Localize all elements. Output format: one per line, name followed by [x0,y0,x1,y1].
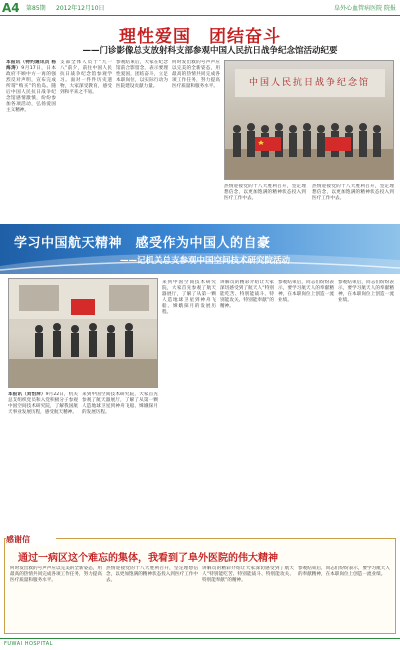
story2-column-2 [162,280,216,534]
masthead [0,0,400,16]
story1-column-3 [116,60,168,220]
issue-number: 第85期 [26,5,46,12]
story2-col1-text: 9月22日，机关总支组织党员和入党积极分子参观中国空间技术研究院，了解我国航天事业发展历程，感受航天精神。 [8,392,78,415]
thanks-column-1 [10,566,102,632]
story1-headline: 理性爱国 团结奋斗 [119,27,281,47]
story1-column-4 [172,60,220,220]
story2-col5-text: 参观结束后，同志们纷纷表示，要学习航天人的奉献精神，在本职岗位上创造一流业绩。 [338,280,394,303]
thanks-column-4 [298,566,390,632]
story1-col2-text: 支部全体人员于“九一八”前夕，前往中国人民抗日战争纪念馆参观学习。面对一件件历史遗物，大家深受教育，感受到和平来之不易。 [60,60,112,95]
footer-text: FUWAI HOSPITAL [4,641,53,647]
story1-byline: 本报讯（特约通讯员 杨海涛） [6,60,56,71]
thanks-column-3 [202,566,294,632]
story2-column-3 [220,280,274,534]
story1-col1-text: 9月17日，日本政府不顾中方一再的强烈反对声明，宣布完成所谓“购买”钓鱼岛。随后中国人民抗日战争纪念馆感情激愤，纷纷参加各项活动，弘扬爱国主义精神。 [6,66,56,113]
issue-date: 2012年12月10日 [56,5,105,12]
paper-name: 阜外心血管病医院 院报 [334,5,396,12]
story1-column-2 [60,60,112,220]
story2-column-1a [8,392,78,534]
story1-column-1 [6,60,56,220]
thanks-letter-tab [6,534,56,546]
thanks-letter-tab-label: 感谢信 [6,534,30,544]
story2-col4-text: 参观结束后，同志们纷纷表示，要学习航天人的奉献精神，在本职岗位上创造一流业绩。 [278,280,334,303]
thanks-col2-text: 热情迎接党的十八大胜利召开，坚定理想信念，以更加饱满的精神状态投入到医疗工作中去。 [106,566,198,583]
story2-photo [8,278,158,388]
story2-col3-text: 讲解员的精彩介绍让大家深切感受到了航天人“特别能吃苦、特别能战斗、特别能攻关、特别能奉献”的精神。 [220,280,274,309]
story2-col1b-text: 来到中国空间技术研究院，大家首先参观了航天器展厅，了解了从第一颗人造地球卫星到神舟飞船、嫦娥探月的发展历程。 [82,392,158,415]
story1-column-6 [312,184,394,220]
story1-photo [224,60,394,180]
page-number: A4 [2,1,20,15]
group-photo-people [225,109,394,179]
memorial-wall-inscription: 中国人民抗日战争纪念馆 [249,78,371,88]
story2-column-1b [82,392,158,534]
thanks-column-2 [106,566,198,632]
page-footer [0,638,400,650]
story1-col5-text: 热情迎接党的十八大胜利召开，坚定理想信念，以更加饱满的精神状态投入到医疗工作中去。 [224,184,306,201]
thanks-col3-text: 讲解员的精彩介绍让大家深切感受到了航天人“特别能吃苦、特别能战斗、特别能攻关、特别能奉献”的精神。 [202,566,294,583]
story1-col4-text: 何时发出救的号声声应以完美的全新姿态，用最高的热情共同完成各项工作任务，努力提高医疗质量和服务水平。 [172,60,220,89]
story1-col3-text: 参观结束后，大家在纪念馆前合影留念，表示要理性爱国，团结奋斗，立足本职岗位，以实际行动为医院建设贡献力量。 [116,60,168,89]
thanks-letter-headline: 通过一病区这个难忘的集体，我看到了阜外医院的伟大精神 [18,553,278,564]
story2-column-5 [338,280,394,534]
story1-subheadline: ——门诊影像总支放射科支部参观中国人民抗日战争纪念馆活动纪要 [82,46,338,56]
thanks-col1-text: 何时发出救的号声声应以完美的全新姿态，用最高的热情共同完成各项工作任务，努力提高医疗质量和服务水平。 [10,566,102,583]
story2-headline: 学习中国航天精神 感受作为中国人的自豪 [14,236,271,251]
story1-col6-text: 热情迎接党的十八大胜利召开，坚定理想信念，以更加饱满的精神状态投入到医疗工作中去。 [312,184,394,201]
story2-col2-text: 来到中国空间技术研究院，大家首先参观了航天器展厅，了解了从第一颗人造地球卫星到神舟飞船、嫦娥探月的发展历程。 [162,280,216,315]
story1-column-5 [224,184,306,220]
story2-subheadline: ——记机关总支参观中国空间技术研究院活动 [120,256,291,266]
story2-byline: 本报讯（刘怡萍） [8,392,46,397]
story2-banner [0,224,400,274]
story2-column-4 [278,280,334,534]
exhibition-hall-scene [9,279,158,388]
thanks-col4-text: 参观结束后，同志们纷纷表示，要学习航天人的奉献精神，在本职岗位上创造一流业绩。 [298,566,390,577]
